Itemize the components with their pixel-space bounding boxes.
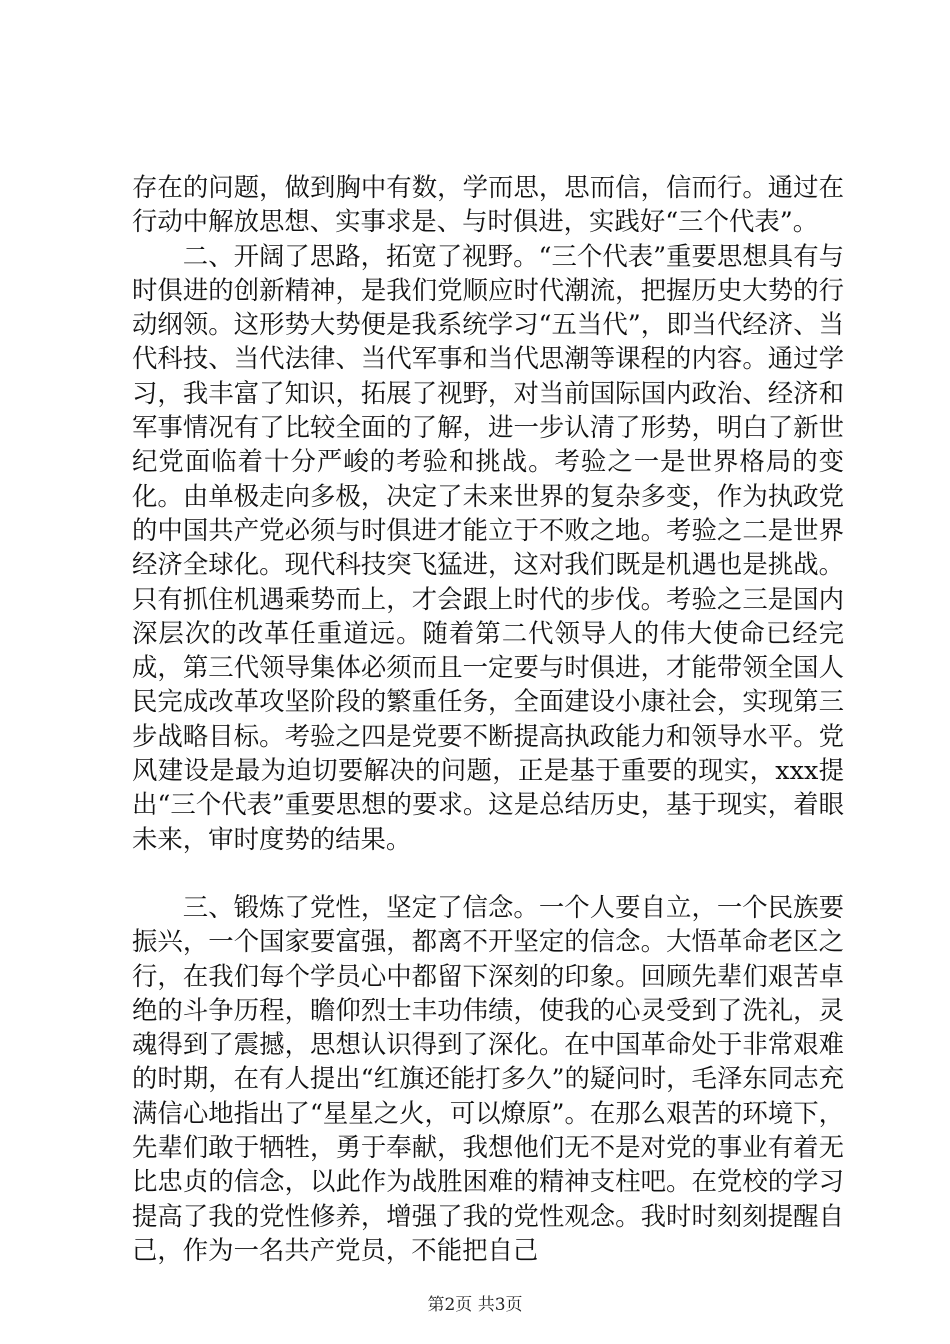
paragraph-section-two: 二、开阔了思路，拓宽了视野。“三个代表”重要思想具有与时俱进的创新精神，是我们党顺应时代潮流，把握历史大势的行动纲领。这形势大势便是我系统学习“五当代”，即当代经济、当代科技、当代法律、当代军事和当代思潮等课程的内容。通过学习，我丰富了知识，拓展了视野，对当前国际国内政治、经济和军事情况有了比较全面的了解，进一步认清了形势，明白了新世纪党面临着十分严峻的考验和挑战。考验之一是世界格局的变化。由单极走向多极，决定了未来世界的复杂多变，作为执政党的中国共产党必须与时俱进才能立于不败之地。考验之二是世界经济全球化。现代科技突飞猛进，这对我们既是机遇也是挑战。只有抓住机遇乘势而上，才会跟上时代的步伐。考验之三是国内深层次的改革任重道远。随着第二代领导人的伟大使命已经完成，第三代领导集体必须而且一定要与时俱进，才能带领全国人民完成改革攻坚阶段的繁重任务，全面建设小康社会，实现第三步战略目标。考验之四是党要不断提高执政能力和领导水平。党风建设是最为迫切要解决的问题，正是基于重要的现实，xxx提出“三个代表”重要思想的要求。这是总结历史，基于现实，着眼未来，审时度势的结果。 [132, 240, 844, 854]
paragraph-continuation: 存在的问题，做到胸中有数，学而思，思而信，信而行。通过在行动中解放思想、实事求是、与时俱进，实践好“三个代表”。 [132, 172, 844, 237]
page-footer: 第2页 共3页 [427, 1295, 523, 1315]
document-body [132, 170, 844, 1267]
paragraph-section-three: 三、锻炼了党性，坚定了信念。一个人要自立，一个民族要振兴，一个国家要富强，都离不开坚定的信念。大悟革命老区之行，在我们每个学员心中都留下深刻的印象。回顾先辈们艰苦卓绝的斗争历程，瞻仰烈士丰功伟绩，使我的心灵受到了洗礼，灵魂得到了震撼，思想认识得到了深化。在中国革命处于非常艰难的时期，在有人提出“红旗还能打多久”的疑问时，毛泽东同志充满信心地指出了“星星之火，可以燎原”。在那么艰苦的环境下，先辈们敢于牺牲，勇于奉献，我想他们无不是对党的事业有着无比忠贞的信念，以此作为战胜困难的精神支柱吧。在党校的学习提高了我的党性修养，增强了我的党性观念。我时时刻刻提醒自己，作为一名共产党员，不能把自己 [132, 891, 844, 1265]
paragraph-spacer [132, 856, 844, 890]
